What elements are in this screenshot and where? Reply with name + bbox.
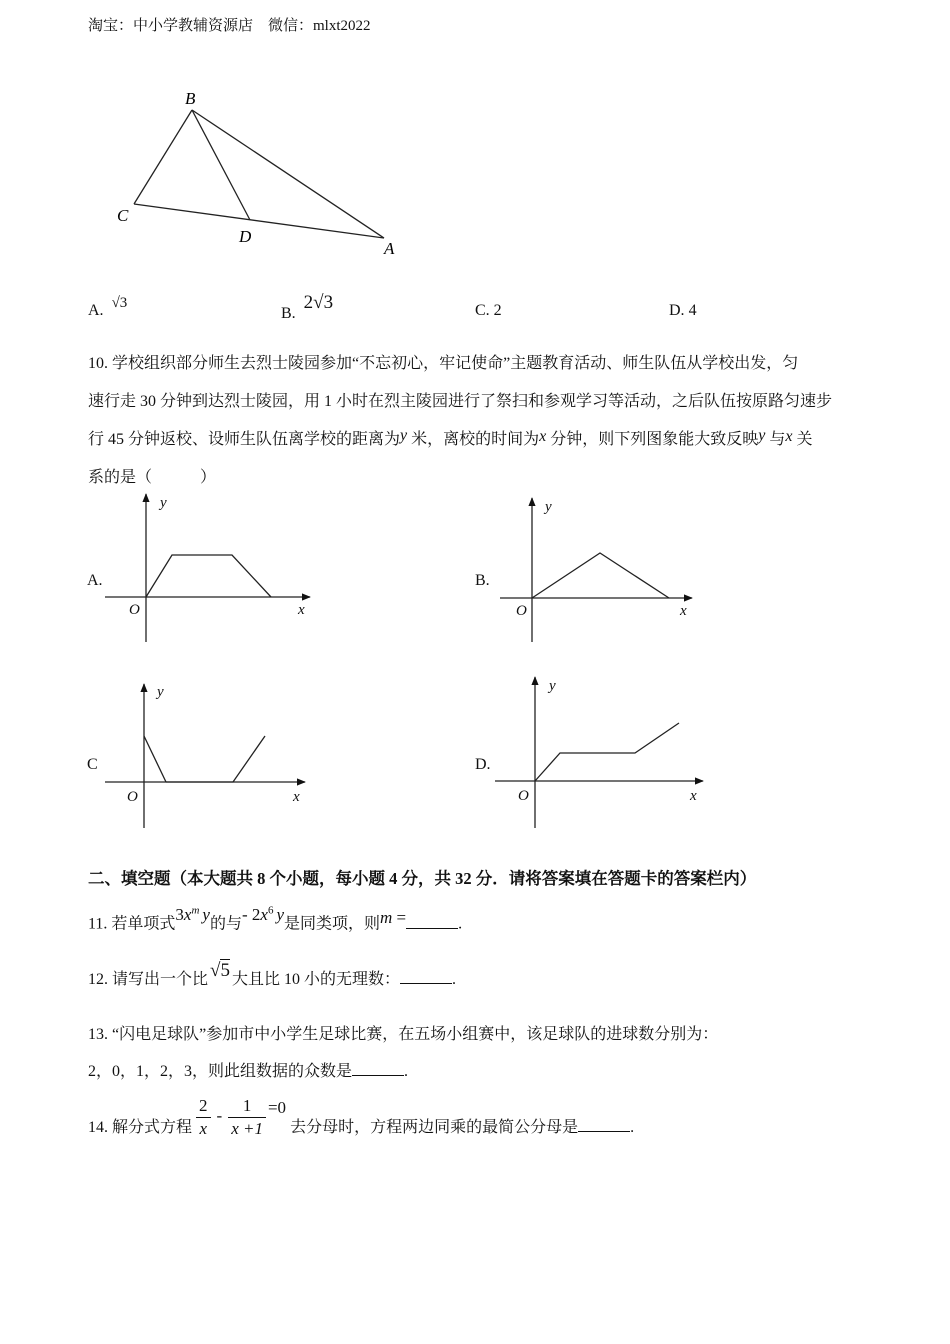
q10-option-a: A. (87, 572, 103, 589)
q10-line4: 系的是（ ） (88, 469, 217, 486)
var: x (183, 904, 192, 924)
q14-suffix: 去分母时，方程两边同乘的最简公分母是 (290, 1119, 579, 1136)
var-x: x (785, 428, 793, 445)
graph-b (500, 498, 692, 642)
equals: = (392, 907, 407, 927)
option-value: 4 (688, 302, 697, 319)
var: y (276, 904, 284, 924)
numerator: 1 (228, 1095, 266, 1118)
coef: 3 (175, 904, 184, 924)
q13-answer-blank[interactable] (352, 1075, 404, 1076)
var-m: m (380, 907, 393, 927)
graph-a-origin: O (129, 602, 140, 618)
text-segment: 行 45 分钟返校、设师生队伍离学校的距离为 (88, 431, 401, 448)
section-title: 二、填空题（本大题共 8 个小题，每小题 4 分，共 32 分．请将答案填在答题卡的答案栏内） (88, 869, 757, 888)
m-equals (380, 908, 406, 927)
graph-d-curve (535, 723, 679, 781)
label-C: C (117, 206, 129, 225)
denominator: x +1 (231, 1118, 263, 1138)
label-B: B (185, 89, 196, 108)
graph-c (105, 684, 305, 828)
exp: m (191, 904, 200, 916)
q14-prefix: 14. 解分式方程 (88, 1119, 193, 1136)
page-header: 淘宝：中小学教辅资源店 微信：mlxt2022 (88, 18, 371, 34)
q10-option-b: B. (475, 572, 490, 589)
graph-c-curve-2 (166, 736, 265, 782)
q14 (88, 1090, 634, 1142)
option-letter: B. (281, 305, 296, 322)
q11-suffix: 是同类项，则 (284, 915, 381, 933)
q14-answer-blank[interactable] (578, 1131, 630, 1132)
q10-line1: 10. 学校组织部分师生去烈士陵园参加“不忘初心，牢记使命”主题教育活动、师生队伍从学校出发，匀 (88, 355, 799, 372)
graph-d-x-label: x (690, 788, 697, 804)
var-y: y (758, 427, 766, 444)
graph-c-curve-1 (144, 736, 166, 782)
var-y: y (400, 427, 408, 444)
text-segment: 分钟，则下列图象能大致反映 (546, 431, 759, 448)
q11 (88, 902, 462, 936)
q12 (88, 962, 456, 996)
fraction-2-over-x (196, 1095, 211, 1140)
q11-answer-blank[interactable] (406, 928, 458, 929)
q13-text: 2，0，1，2，3，则此组数据的众数是 (88, 1063, 353, 1080)
label-A: A (384, 239, 395, 258)
q10-line2: 速行走 30 分钟到达烈士陵园，用 1 小时在烈主陵园进行了祭扫和参观学习等活动，之后队伍按原路匀速步 (88, 393, 833, 410)
period: . (451, 971, 456, 988)
option-letter: A. (88, 302, 104, 319)
q13-line2 (88, 1058, 408, 1081)
q12-suffix: 大且比 10 小的无理数： (231, 971, 400, 988)
var: x (260, 904, 268, 924)
text-segment: 米，离校的时间为 (407, 431, 540, 448)
option-value: √3 (111, 295, 128, 311)
minus-sign: - (216, 1106, 223, 1125)
q11-prefix: 11. 若单项式 (88, 915, 176, 933)
label-D: D (239, 227, 252, 246)
graph-d-origin: O (518, 788, 529, 804)
graph-d-y-label: y (549, 678, 556, 694)
coef: - 2 (241, 904, 261, 924)
option-value: 2√3 (303, 292, 334, 313)
numerator: 2 (196, 1095, 211, 1118)
graph-a-x-label: x (298, 602, 305, 618)
q11-mid: 的与 (209, 915, 242, 933)
q13-line1: 13. “闪电足球队”参加市中小学生足球比赛，在五场小组赛中，该足球队的进球数分别为： (88, 1026, 719, 1043)
graph-c-origin: O (127, 789, 138, 805)
term1 (175, 905, 210, 924)
graph-b-y-label: y (545, 499, 552, 515)
graph-a (105, 494, 310, 642)
sqrt5: √5 (210, 960, 230, 981)
graph-a-y-label: y (160, 495, 167, 511)
q12-answer-blank[interactable] (400, 983, 452, 984)
graph-b-x-label: x (680, 603, 687, 619)
term2 (242, 905, 284, 924)
period: . (630, 1119, 635, 1136)
graph-b-origin: O (516, 603, 527, 619)
option-letter: C. (475, 302, 490, 319)
var: y (202, 904, 210, 924)
q10-option-c: C (87, 756, 98, 773)
text-segment: 关 (792, 431, 813, 448)
graph-a-curve (146, 555, 271, 597)
graph-d (495, 677, 703, 828)
graph-c-y-label: y (157, 684, 164, 700)
var-x: x (539, 428, 547, 445)
text-segment: 与 (765, 431, 786, 448)
period: . (458, 915, 463, 933)
graph-c-x-label: x (293, 789, 300, 805)
radicand: 5 (220, 960, 230, 981)
denominator: x (199, 1118, 208, 1138)
option-letter: D. (669, 302, 685, 319)
fraction-1-over-x-plus-1 (228, 1095, 266, 1140)
q12-prefix: 12. 请写出一个比 (88, 971, 209, 988)
exp: 6 (267, 904, 274, 916)
graph-b-curve (532, 553, 669, 598)
q10-option-d: D. (475, 756, 491, 773)
option-value: 2 (493, 302, 502, 319)
period: . (404, 1063, 409, 1080)
equals-zero: =0 (267, 1098, 287, 1117)
